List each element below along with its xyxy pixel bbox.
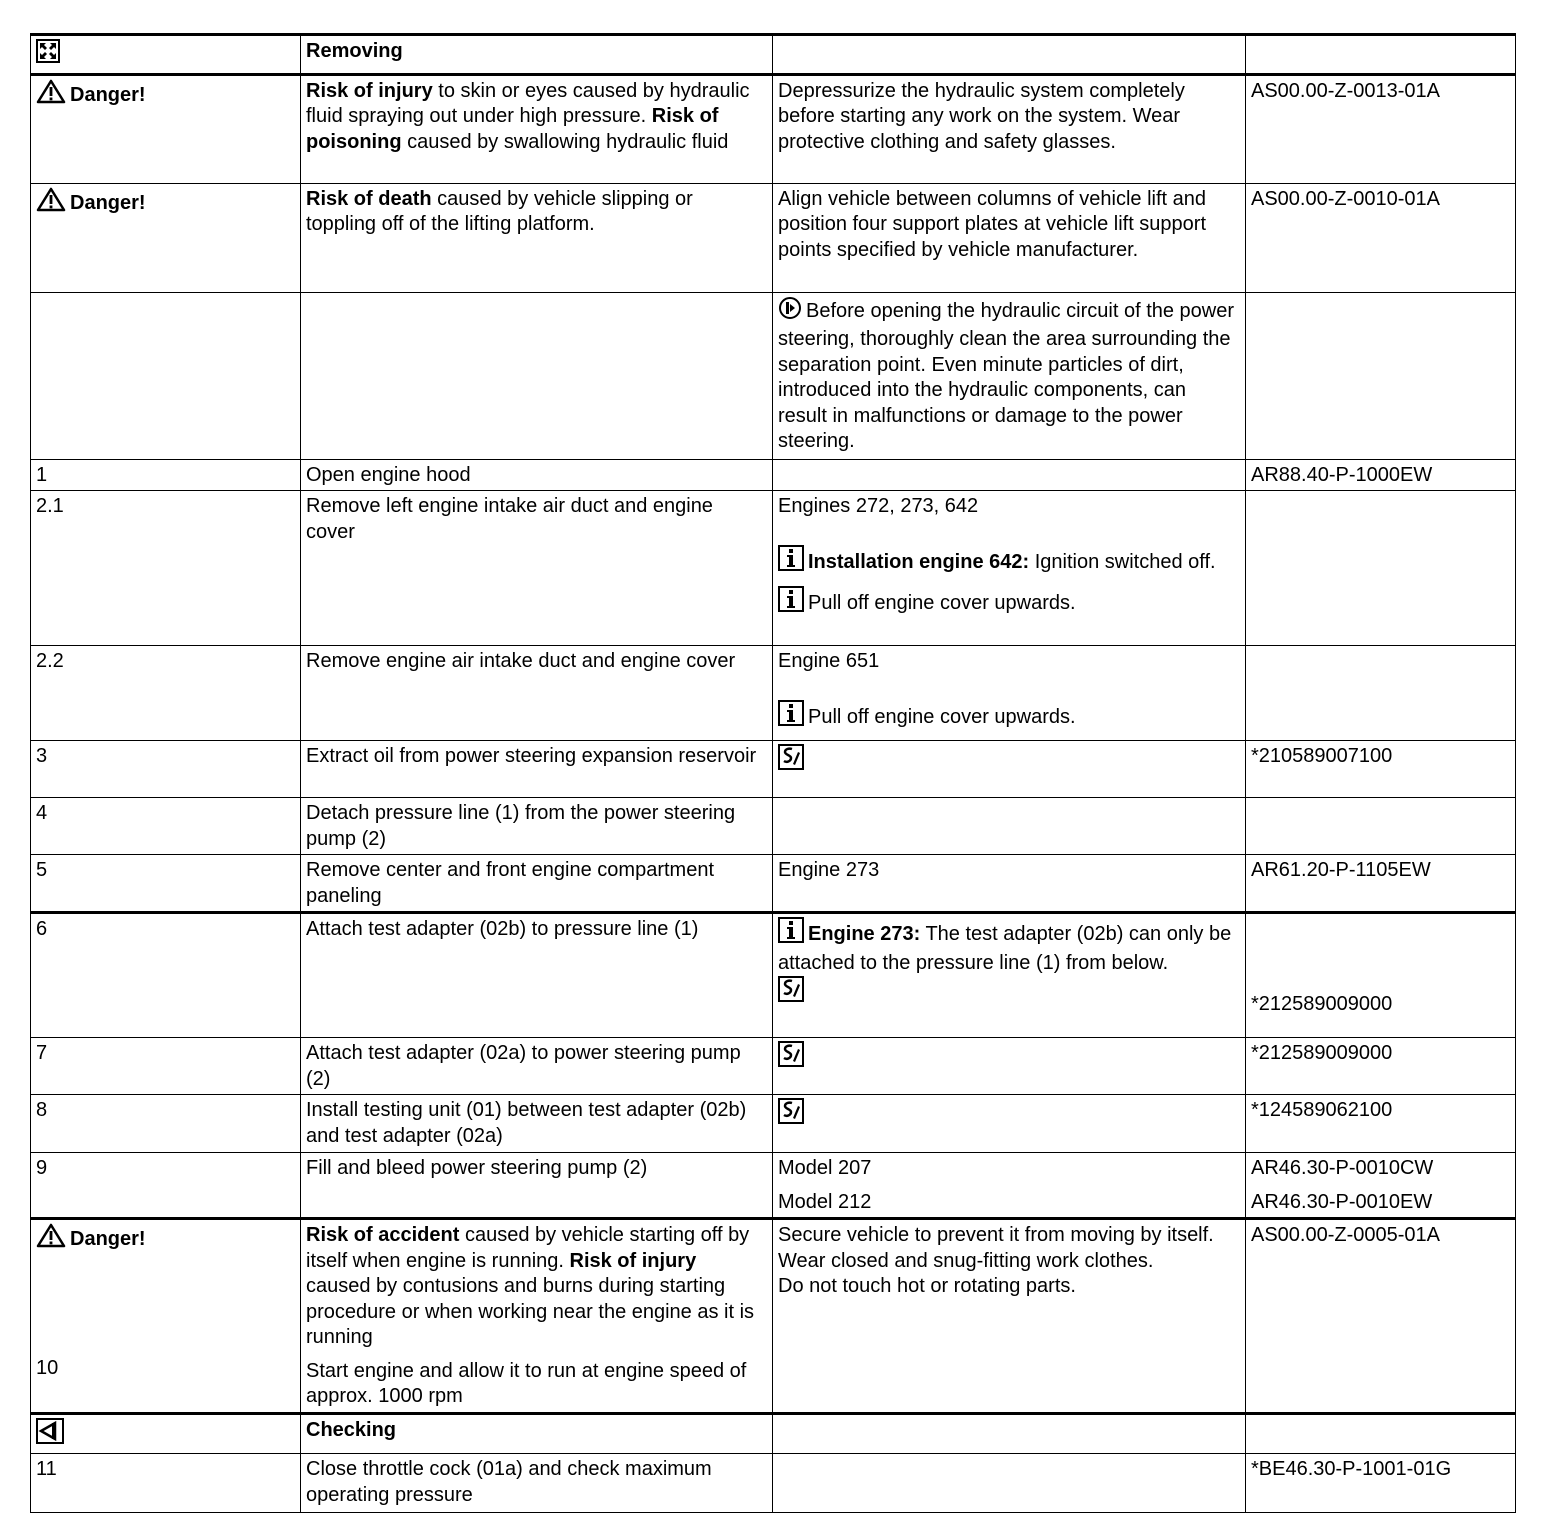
text: Depressurize the hydraulic system completely before starting any work on the system. Wear protective clothing and safety glasses. — [778, 79, 1185, 153]
notes-cell — [773, 913, 1246, 1038]
reference-cell — [1246, 1219, 1516, 1414]
text: Before opening the hydraulic circuit of the power steering, thoroughly clean the area surrounding the separation point. Even minute particles of dirt, introduced into the hydraulic components, can result in malfunctions or damage to the power steering. — [778, 299, 1235, 452]
bold-text: Danger! — [70, 191, 146, 214]
table-row — [31, 491, 1516, 646]
tool-icon — [778, 744, 804, 778]
bold-text: Engine 273: — [808, 923, 921, 945]
expand-icon — [36, 39, 60, 71]
reference-cell — [1246, 741, 1516, 798]
paragraph — [36, 1156, 294, 1182]
tool-icon — [778, 1041, 804, 1075]
table-row — [31, 798, 1516, 855]
action-cell — [301, 855, 773, 913]
reference-cell — [1246, 292, 1516, 459]
paragraph — [306, 1223, 766, 1351]
text: 7 — [36, 1042, 48, 1064]
action-cell — [301, 292, 773, 459]
step-cell — [31, 855, 301, 913]
table-row — [31, 1095, 1516, 1153]
text: Extract oil from power steering expansion reservoir — [306, 745, 757, 767]
paragraph — [1251, 992, 1509, 1018]
paragraph — [1251, 1098, 1509, 1124]
paragraph — [778, 1041, 1239, 1075]
notes-cell — [773, 855, 1246, 913]
step-cell — [31, 1219, 301, 1414]
text: Close throttle cock (01a) and check maximum operating pressure — [306, 1458, 712, 1506]
reference-cell — [1246, 491, 1516, 646]
reference-cell — [1246, 35, 1516, 75]
notes-cell — [773, 798, 1246, 855]
table-row — [31, 183, 1516, 292]
text: *212589009000 — [1251, 993, 1393, 1015]
paragraph — [1251, 744, 1509, 770]
step-cell — [31, 1413, 301, 1454]
paragraph — [306, 1098, 766, 1149]
action-cell — [301, 183, 773, 292]
paragraph — [778, 1274, 1239, 1300]
reference-cell — [1246, 646, 1516, 741]
paragraph — [36, 494, 294, 520]
table-row — [31, 35, 1516, 75]
bold-text: Removing — [306, 40, 403, 62]
text: 1 — [36, 463, 48, 486]
text: 10 — [36, 1356, 59, 1379]
action-cell — [301, 74, 773, 183]
action-cell — [301, 913, 773, 1038]
spacer — [1251, 917, 1509, 942]
text: *210589007100 — [1251, 745, 1393, 767]
reference-cell — [1246, 913, 1516, 1038]
action-cell — [301, 798, 773, 855]
table-row — [31, 459, 1516, 491]
spacer — [1251, 1182, 1509, 1190]
tool-icon — [778, 1098, 804, 1132]
spacer — [778, 675, 1239, 700]
paragraph — [36, 744, 294, 770]
paragraph — [306, 494, 766, 545]
warning-icon — [36, 79, 66, 112]
action-cell — [301, 1038, 773, 1095]
procedure-table-body — [31, 35, 1516, 1513]
step-cell — [31, 491, 301, 646]
paragraph — [36, 463, 294, 489]
text: AR88.40-P-1000EW — [1251, 463, 1433, 486]
table-row — [31, 1219, 1516, 1414]
paragraph — [306, 1041, 766, 1092]
table-row — [31, 1153, 1516, 1219]
text: *BE46.30-P-1001-01G — [1251, 1458, 1452, 1480]
text: Remove left engine intake air duct and engine cover — [306, 495, 713, 543]
text: Align vehicle between columns of vehicle lift and position four support plates at vehicle lift support points specified by vehicle manufacturer. — [778, 187, 1207, 261]
info-icon — [778, 545, 804, 579]
text: caused by contusions and burns during starting procedure or when working near the engine as it is running — [306, 1275, 755, 1348]
text: to skin or eyes caused by hydraulic fluid spraying out under high pressure. — [306, 79, 750, 127]
step-cell — [31, 741, 301, 798]
action-cell — [301, 741, 773, 798]
action-cell — [301, 1413, 773, 1454]
text: caused by swallowing hydraulic fluid — [401, 130, 729, 153]
paragraph — [306, 1457, 766, 1508]
paragraph — [36, 1418, 294, 1452]
notes-cell — [773, 74, 1246, 183]
text: 9 — [36, 1157, 48, 1179]
step-cell — [31, 1095, 301, 1153]
step-cell — [31, 35, 301, 75]
paragraph — [1251, 1041, 1509, 1067]
step-cell — [31, 1038, 301, 1095]
paragraph — [306, 187, 766, 238]
text: caused by vehicle slipping or toppling off of the lifting platform. — [306, 187, 693, 235]
text: Engines 272, 273, 642 — [778, 495, 979, 517]
info-icon — [778, 917, 804, 951]
spacer — [778, 578, 1239, 586]
table-row — [31, 1413, 1516, 1454]
paragraph — [36, 1098, 294, 1124]
text: AS00.00-Z-0010-01A — [1251, 187, 1441, 210]
paragraph — [778, 187, 1239, 264]
paragraph — [778, 545, 1239, 579]
reference-cell — [1246, 798, 1516, 855]
text: Remove engine air intake duct and engine cover — [306, 650, 736, 672]
reference-cell — [1246, 1454, 1516, 1513]
paragraph — [36, 1223, 294, 1256]
text: 2.2 — [36, 650, 64, 672]
action-cell — [301, 646, 773, 741]
bold-text: Installation engine 642: — [808, 550, 1030, 573]
reference-cell — [1246, 1038, 1516, 1095]
text: Start engine and allow it to run at engine speed of approx. 1000 rpm — [306, 1359, 747, 1407]
bold-text: Danger! — [70, 1228, 146, 1250]
text: 5 — [36, 859, 48, 881]
spacer — [1251, 942, 1509, 967]
paragraph — [306, 1359, 766, 1410]
notes-cell — [773, 1095, 1246, 1153]
paragraph — [778, 744, 1239, 778]
paragraph — [36, 801, 294, 827]
reference-cell — [1246, 1095, 1516, 1153]
spacer — [778, 1182, 1239, 1190]
notes-cell — [773, 1454, 1246, 1513]
paragraph — [36, 187, 294, 220]
step-cell — [31, 1454, 301, 1513]
text: Attach test adapter (02a) to power steering pump (2) — [306, 1042, 741, 1090]
step-cell — [31, 1153, 301, 1219]
paragraph — [1251, 463, 1509, 489]
spacer — [306, 1351, 766, 1359]
text: caused by vehicle starting off by itself when engine is running. — [306, 1224, 750, 1272]
warning-icon — [36, 1223, 66, 1256]
bold-text: Risk of poisoning — [306, 105, 719, 153]
paragraph — [306, 917, 766, 943]
text: Model 207 — [778, 1157, 872, 1179]
paragraph — [778, 79, 1239, 156]
action-cell — [301, 1219, 773, 1414]
paragraph — [778, 700, 1239, 734]
step-cell — [31, 798, 301, 855]
notes-cell — [773, 292, 1246, 459]
reference-cell — [1246, 855, 1516, 913]
step-cell — [31, 74, 301, 183]
step-cell — [31, 292, 301, 459]
action-cell — [301, 1095, 773, 1153]
text: Attach test adapter (02b) to pressure line (1) — [306, 918, 699, 940]
step-cell — [31, 183, 301, 292]
text: Detach pressure line (1) from the power steering pump (2) — [306, 802, 736, 850]
paragraph — [36, 79, 294, 112]
text: AR46.30-P-0010EW — [1251, 1190, 1433, 1213]
spacer — [36, 1256, 294, 1281]
paragraph — [36, 39, 294, 71]
text: Open engine hood — [306, 463, 471, 486]
table-row — [31, 855, 1516, 913]
text: Remove center and front engine compartment paneling — [306, 859, 714, 907]
text: Pull off engine cover upwards. — [808, 592, 1076, 614]
text: Fill and bleed power steering pump (2) — [306, 1157, 648, 1179]
tool-icon — [778, 976, 804, 1010]
table-row — [31, 646, 1516, 741]
bold-text: Risk of injury — [569, 1249, 697, 1272]
warning-icon — [36, 187, 66, 220]
bold-text: Danger! — [70, 83, 146, 106]
paragraph — [778, 296, 1239, 455]
paragraph — [36, 1356, 294, 1382]
paragraph — [1251, 187, 1509, 213]
text: 3 — [36, 745, 48, 767]
paragraph — [778, 1223, 1239, 1249]
text: AR46.30-P-0010CW — [1251, 1157, 1434, 1179]
table-row — [31, 1038, 1516, 1095]
paragraph — [36, 858, 294, 884]
text: Engine 651 — [778, 650, 880, 672]
paragraph — [306, 801, 766, 852]
paragraph — [778, 1156, 1239, 1182]
spacer — [1251, 967, 1509, 992]
text: AS00.00-Z-0013-01A — [1251, 79, 1441, 102]
notes-cell — [773, 646, 1246, 741]
paragraph — [778, 858, 1239, 884]
text: *212589009000 — [1251, 1042, 1393, 1064]
reference-cell — [1246, 183, 1516, 292]
checking-icon — [36, 1418, 64, 1452]
paragraph — [778, 1098, 1239, 1132]
text: Model 212 — [778, 1190, 872, 1213]
paragraph — [306, 649, 766, 675]
action-cell — [301, 1153, 773, 1219]
reference-cell — [1246, 74, 1516, 183]
text: The test adapter (02b) can only be attached to the pressure line (1) from below. — [778, 923, 1232, 974]
paragraph — [306, 858, 766, 909]
action-cell — [301, 459, 773, 491]
paragraph — [778, 649, 1239, 675]
action-cell — [301, 491, 773, 646]
bold-text: Risk of accident — [306, 1224, 460, 1246]
notes-cell — [773, 35, 1246, 75]
notes-cell — [773, 183, 1246, 292]
text: Wear closed and snug-fitting work clothes. — [778, 1249, 1154, 1272]
table-row — [31, 292, 1516, 459]
text: AR61.20-P-1105EW — [1251, 859, 1431, 881]
text: Ignition switched off. — [1029, 550, 1216, 573]
paragraph — [778, 1190, 1239, 1216]
spacer — [36, 1281, 294, 1306]
table-row — [31, 913, 1516, 1038]
text: 8 — [36, 1099, 48, 1121]
text: 4 — [36, 802, 48, 824]
table-row — [31, 74, 1516, 183]
info-icon — [778, 700, 804, 734]
paragraph — [1251, 858, 1509, 884]
procedure-table — [30, 33, 1516, 1513]
paragraph — [1251, 1190, 1509, 1216]
paragraph — [1251, 1223, 1509, 1249]
notes-cell — [773, 1219, 1246, 1414]
paragraph — [778, 1249, 1239, 1275]
text: 6 — [36, 918, 48, 940]
notes-cell — [773, 1413, 1246, 1454]
notes-cell — [773, 459, 1246, 491]
text: *124589062100 — [1251, 1099, 1393, 1121]
notes-cell — [773, 741, 1246, 798]
paragraph — [36, 1041, 294, 1067]
paragraph — [306, 1156, 766, 1182]
paragraph — [778, 976, 1239, 1010]
paragraph — [36, 917, 294, 943]
text: AS00.00-Z-0005-01A — [1251, 1224, 1441, 1246]
text: Pull off engine cover upwards. — [808, 705, 1076, 728]
paragraph — [1251, 1457, 1509, 1483]
paragraph — [306, 1418, 766, 1444]
paragraph — [778, 494, 1239, 520]
step-cell — [31, 913, 301, 1038]
text: 11 — [36, 1458, 57, 1480]
action-cell — [301, 1454, 773, 1513]
paragraph — [36, 649, 294, 675]
notes-cell — [773, 1038, 1246, 1095]
step-cell — [31, 459, 301, 491]
paragraph — [306, 39, 766, 65]
table-row — [31, 741, 1516, 798]
spacer — [36, 1331, 294, 1356]
reference-cell — [1246, 1153, 1516, 1219]
paragraph — [306, 463, 766, 489]
table-row — [31, 1454, 1516, 1513]
spacer — [36, 1306, 294, 1331]
paragraph — [1251, 79, 1509, 105]
paragraph — [1251, 1156, 1509, 1182]
paragraph — [306, 744, 766, 770]
notes-cell — [773, 491, 1246, 646]
bold-text: Risk of injury — [306, 79, 433, 102]
note-icon — [778, 296, 802, 328]
paragraph — [306, 79, 766, 156]
paragraph — [778, 586, 1239, 620]
info-icon — [778, 586, 804, 620]
spacer — [778, 520, 1239, 545]
action-cell — [301, 35, 773, 75]
text: Install testing unit (01) between test adapter (02b) and test adapter (02a) — [306, 1099, 747, 1147]
reference-cell — [1246, 1413, 1516, 1454]
bold-text: Risk of death — [306, 187, 432, 210]
reference-cell — [1246, 459, 1516, 491]
paragraph — [36, 1457, 294, 1483]
bold-text: Checking — [306, 1418, 397, 1441]
text: 2.1 — [36, 495, 64, 517]
text: Secure vehicle to prevent it from moving by itself. — [778, 1224, 1214, 1246]
text: Engine 273 — [778, 859, 880, 881]
text: Do not touch hot or rotating parts. — [778, 1275, 1076, 1297]
notes-cell — [773, 1153, 1246, 1219]
step-cell — [31, 646, 301, 741]
paragraph — [778, 917, 1239, 976]
